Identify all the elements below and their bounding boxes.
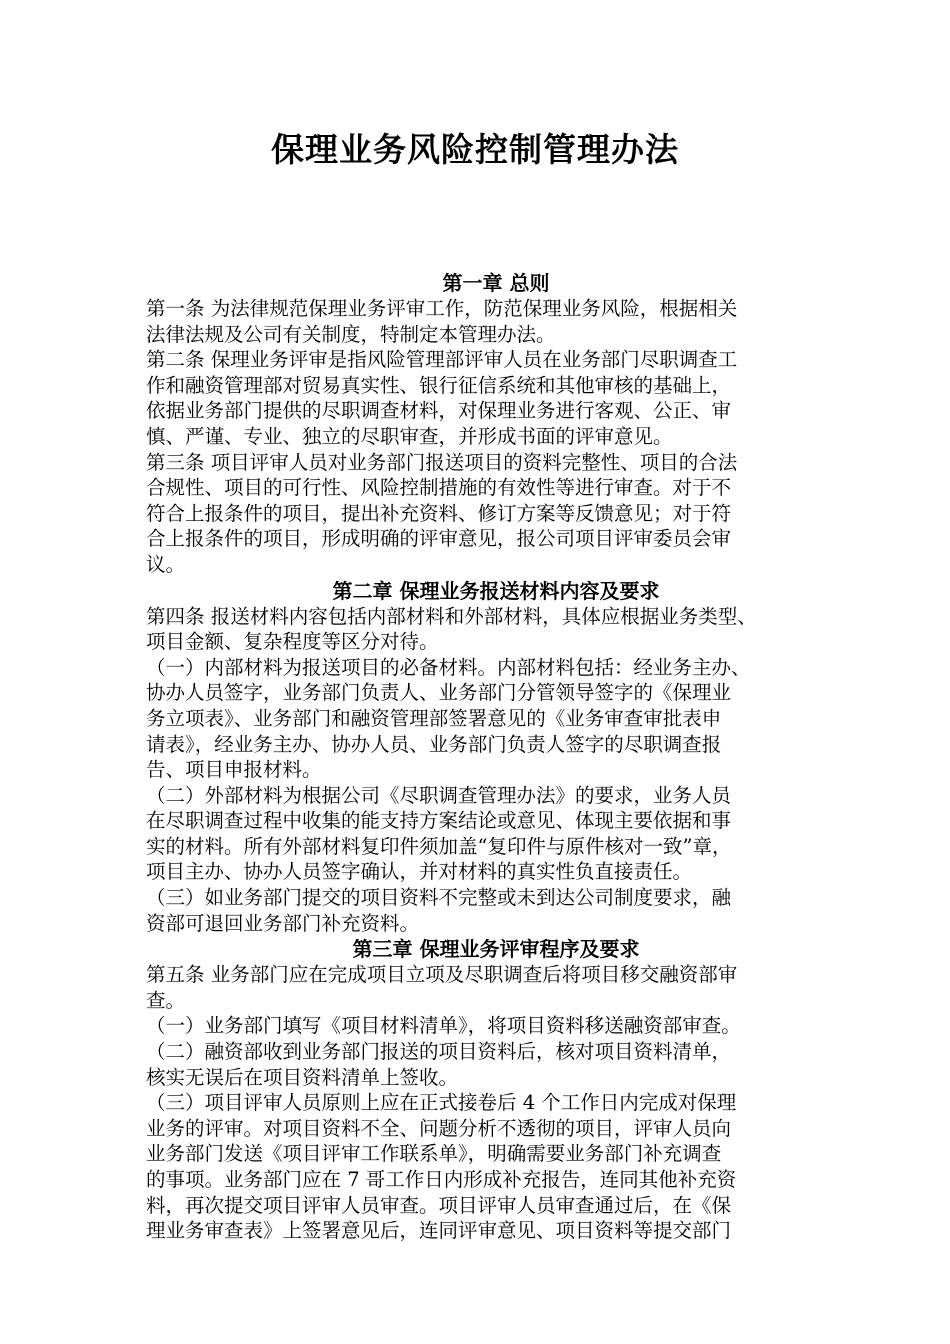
paragraph-line: 料，再次提交项目评审人员审查。项目评审人员审查通过后，在《保 bbox=[146, 1193, 732, 1217]
page-title: 保理业务风险控制管理办法 bbox=[271, 130, 679, 169]
paragraph-line: 在尽职调查过程中收集的能支持方案结论或意见、体现主要依据和事 bbox=[146, 809, 732, 833]
paragraph-line: 实的材料。所有外部材料复印件须加盖“复印件与原件核对一致”章， bbox=[146, 834, 732, 858]
paragraph-line: 第三条 项目评审人员对业务部门报送项目的资料完整性、项目的合法 bbox=[146, 450, 738, 474]
paragraph-line: （一）业务部门填写《项目材料清单》，将项目资料移送融资部审查。 bbox=[146, 1014, 741, 1038]
paragraph-line: 合上报条件的项目，形成明确的评审意见，报公司项目评审委员会审 bbox=[146, 527, 732, 551]
paragraph-line: 协办人员签字，业务部门负责人、业务部门分管领导签字的《保理业 bbox=[146, 681, 732, 705]
paragraph-line: 理业务审查表》上签署意见后，连同评审意见、项目资料等提交部门 bbox=[146, 1219, 732, 1243]
paragraph-line: 第五条 业务部门应在完成项目立项及尽职调查后将项目移交融资部审 bbox=[146, 963, 738, 987]
paragraph-line: 项目金额、复杂程度等区分对待。 bbox=[146, 630, 439, 654]
paragraph-line: 第四条 报送材料内容包括内部材料和外部材料，具体应根据业务类型、 bbox=[146, 604, 757, 628]
paragraph-line: 请表》，经业务主办、协办人员、业务部门负责人签字的尽职调查报 bbox=[146, 732, 722, 756]
paragraph-line: 合规性、项目的可行性、风险控制措施的有效性等进行审查。对于不 bbox=[146, 476, 732, 500]
paragraph-line: 务立项表》、业务部门和融资管理部签署意见的《业务审查审批表申 bbox=[146, 706, 722, 730]
paragraph-line: （三）如业务部门提交的项目资料不完整或未到达公司制度要求，融 bbox=[146, 886, 732, 910]
paragraph-line: 业务部门发送《项目评审工作联系单》，明确需要业务部门补充调查 bbox=[146, 1142, 722, 1166]
paragraph-line: 作和融资管理部对贸易真实性、银行征信系统和其他审核的基础上， bbox=[146, 373, 732, 397]
paragraph-line: 项目主办、协办人员签字确认，并对材料的真实性负直接责任。 bbox=[146, 860, 693, 884]
chapter-heading: 第二章 保理业务报送材料内容及要求 bbox=[332, 578, 660, 603]
paragraph-line: 符合上报条件的项目，提出补充资料、修订方案等反馈意见；对于符 bbox=[146, 501, 732, 525]
paragraph-line: 的事项。业务部门应在 7 哥工作日内形成补充报告，连同其他补充资 bbox=[146, 1168, 737, 1191]
paragraph-line: （三）项目评审人员原则上应在正式接卷后 4 个工作日内完成对保理 bbox=[146, 1091, 737, 1115]
paragraph-line: 第二条 保理业务评审是指风险管理部评审人员在业务部门尽职调查工 bbox=[146, 348, 738, 372]
paragraph-line: 法律法规及公司有关制度，特制定本管理办法。 bbox=[146, 322, 556, 346]
chapter-heading: 第三章 保理业务评审程序及要求 bbox=[352, 937, 640, 962]
paragraph-line: （一）内部材料为报送项目的必备材料。内部材料包括：经业务主办、 bbox=[146, 655, 751, 679]
paragraph-line: 议。 bbox=[146, 552, 186, 576]
paragraph-line: 第一条 为法律规范保理业务评审工作，防范保理业务风险，根据相关 bbox=[146, 297, 738, 320]
document-body bbox=[146, 270, 846, 1244]
paragraph-line: 依据业务部门提供的尽职调查材料，对保理业务进行客观、公正、审 bbox=[146, 399, 732, 423]
paragraph-line: 查。 bbox=[146, 988, 186, 1012]
paragraph-line: 核实无误后在项目资料清单上签收。 bbox=[146, 1065, 459, 1089]
paragraph-line: （二）外部材料为根据公司《尽职调查管理办法》的要求，业务人员 bbox=[146, 783, 732, 807]
paragraph-line: 告、项目申报材料。 bbox=[146, 758, 322, 782]
chapter-heading: 第一章 总则 bbox=[442, 271, 550, 295]
paragraph-line: （二）融资部收到业务部门报送的项目资料后，核对项目资料清单， bbox=[146, 1040, 732, 1064]
paragraph-line: 业务的评审。对项目资料不全、问题分析不透彻的项目，评审人员向 bbox=[146, 1116, 732, 1140]
paragraph-line: 资部可退回业务部门补充资料。 bbox=[146, 911, 420, 935]
paragraph-line: 慎、严谨、专业、独立的尽职审查，并形成书面的评审意见。 bbox=[146, 424, 673, 448]
